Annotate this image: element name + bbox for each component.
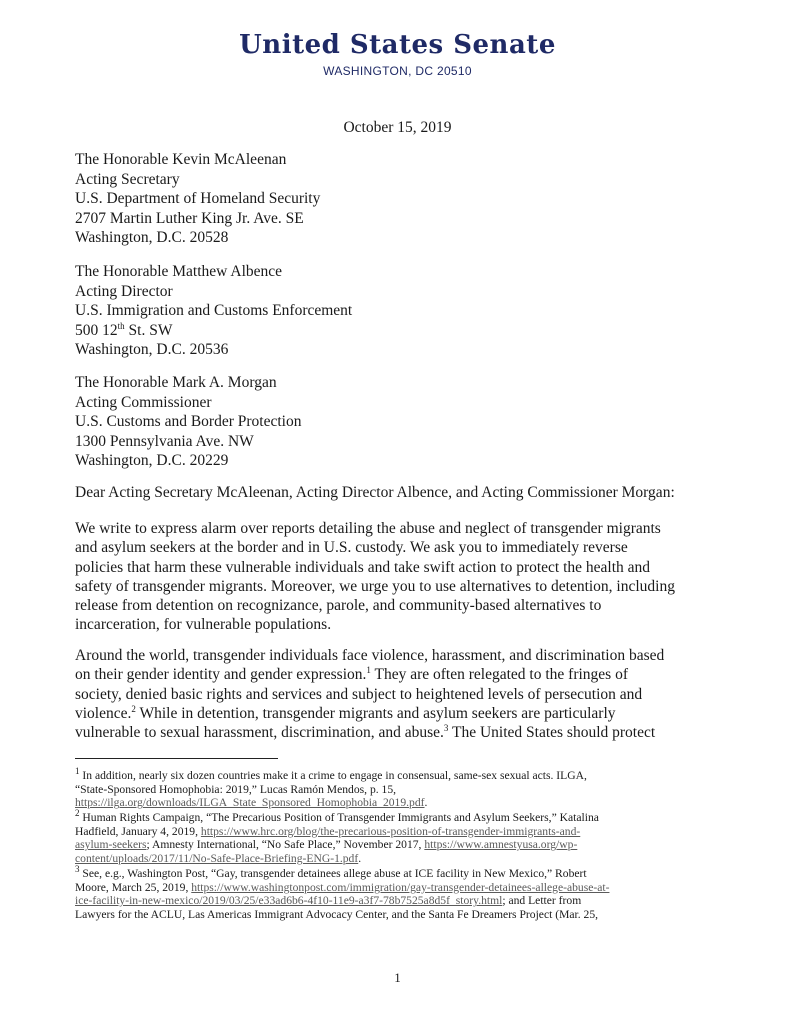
recipient-agency: U.S. Department of Homeland Security <box>75 190 321 207</box>
recipient-title: Acting Director <box>75 282 173 300</box>
recipient-street: 2707 Martin Luther King Jr. Ave. SE <box>75 209 304 227</box>
recipient-street: 1300 Pennsylvania Ave. NW <box>75 432 254 450</box>
footnote-2: $^2$ Human Rights Campaign, “The Precarious Position of Transgender Immigrants and Asylum Seekers,” Katalina Hadfield, January 4, 2019, https://www.hrc.org/blog/the-precarious-position-of-transgender-immigrants-and- asylum-seekers; Amnesty International, “No Safe Place,” November 2017, https://www.amnestyusa.org/wp- content/uploads/2017/11/No-Safe-Place-Briefing-ENG-1.pdf. <box>75 808 599 866</box>
footnote-link[interactable]: asylum-seekers <box>75 838 147 852</box>
footnote-divider <box>75 758 278 759</box>
recipient-city: Washington, D.C. 20536 <box>75 341 229 358</box>
recipient-city: Washington, D.C. 20229 <box>75 452 229 469</box>
footnote-link[interactable]: https://www.hrc.org/blog/the-precarious-position-of-transgender-immigrants-and- <box>200 824 581 838</box>
body-paragraph: Around the world, transgender individuals face violence, harassment, and discrimination based on their gender identity and gender expression.$^1$ They are often relegated to the fringes of society, denied basic rights and services and subject to heightened levels of persecution and violence.$^2$ While in detention, transgender migrants and asylum seekers are particularly vulnerable to sexual harassment, discrimination, and abuse.$^3$ The United States should protect <box>75 647 665 742</box>
recipient-name: The Honorable Kevin McAleenan <box>75 151 287 168</box>
footnote-1: $^1$ In addition, nearly six dozen countries make it a crime to engage in consensual, same-sex sexual acts. ILGA, “State-Sponsored Homophobia: 2019,” Lucas Ramón Mendos, p. 15, https://ilga.org/downloads/ILGA_State_Sponsored_Homophobia_2019.pdf. <box>75 766 587 810</box>
recipient-name: The Honorable Mark A. Morgan <box>75 374 277 391</box>
recipient-block <box>75 150 320 248</box>
recipient-agency: U.S. Customs and Border Protection <box>75 413 302 430</box>
recipient-street: 500 12th St. SW <box>75 320 173 339</box>
letterhead-address: WASHINGTON, DC 20510 <box>323 64 472 78</box>
recipient-agency: U.S. Immigration and Customs Enforcement <box>75 302 353 319</box>
footnote-ref[interactable]: 3 <box>443 723 449 734</box>
letter-date: October 15, 2019 <box>343 119 452 136</box>
footnote-link[interactable]: https://ilga.org/downloads/ILGA_State_Sponsored_Homophobia_2019.pdf <box>75 796 425 810</box>
recipient-title: Acting Secretary <box>75 170 180 188</box>
footnote-ref[interactable]: 1 <box>366 665 371 676</box>
footnote-link[interactable]: content/uploads/2017/11/No-Safe-Place-Briefing-ENG-1.pdf <box>75 852 359 866</box>
recipient-title: Acting Commissioner <box>75 393 212 411</box>
footnote-3: $^3$ See, e.g., Washington Post, “Gay, transgender detainees allege abuse at ICE facility in New Mexico,” Robert Moore, March 25, 2019, https://www.washingtonpost.com/immigration/gay-transgender-detainees-allege-abuse-at- ice-facility-in-new-mexico/2019/03/25/e33ad6b6-4f10-11e9-a3f7-78b7525a8d5f_story.html; and Letter from Lawyers for the ACLU, Las Americas Immigrant Advocacy Center, and the Santa Fe Dreamers Project (Mar. 25, <box>75 864 610 922</box>
body-paragraph: We write to express alarm over reports detailing the abuse and neglect of transgender migrants and asylum seekers at the border and in U.S. custody. We ask you to immediately reverse policies that harm these vulnerable individuals and take swift action to protect the health and safety of transgender migrants. Moreover, we urge you to use alternatives to detention, including release from detention on recognizance, parole, and community-based alternatives to incarceration, for vulnerable populations. <box>75 520 675 634</box>
footnote-link[interactable]: ice-facility-in-new-mexico/2019/03/25/e33ad6b6-4f10-11e9-a3f7-78b7525a8d5f_story.html <box>75 894 503 908</box>
footnote-link[interactable]: https://www.amnestyusa.org/wp- <box>424 838 578 852</box>
recipient-name: The Honorable Matthew Albence <box>75 263 283 280</box>
letterhead-title: United States Senate <box>239 30 556 60</box>
recipient-block <box>75 262 352 360</box>
page-number: 1 <box>394 970 401 985</box>
footnote-link[interactable]: https://www.washingtonpost.com/immigration/gay-transgender-detainees-allege-abuse-at- <box>191 880 610 894</box>
recipient-block <box>75 373 301 471</box>
recipient-city: Washington, D.C. 20528 <box>75 229 229 246</box>
footnote-ref[interactable]: 2 <box>131 703 136 714</box>
salutation: Dear Acting Secretary McAleenan, Acting Director Albence, and Acting Commissioner Morgan: <box>75 484 675 501</box>
